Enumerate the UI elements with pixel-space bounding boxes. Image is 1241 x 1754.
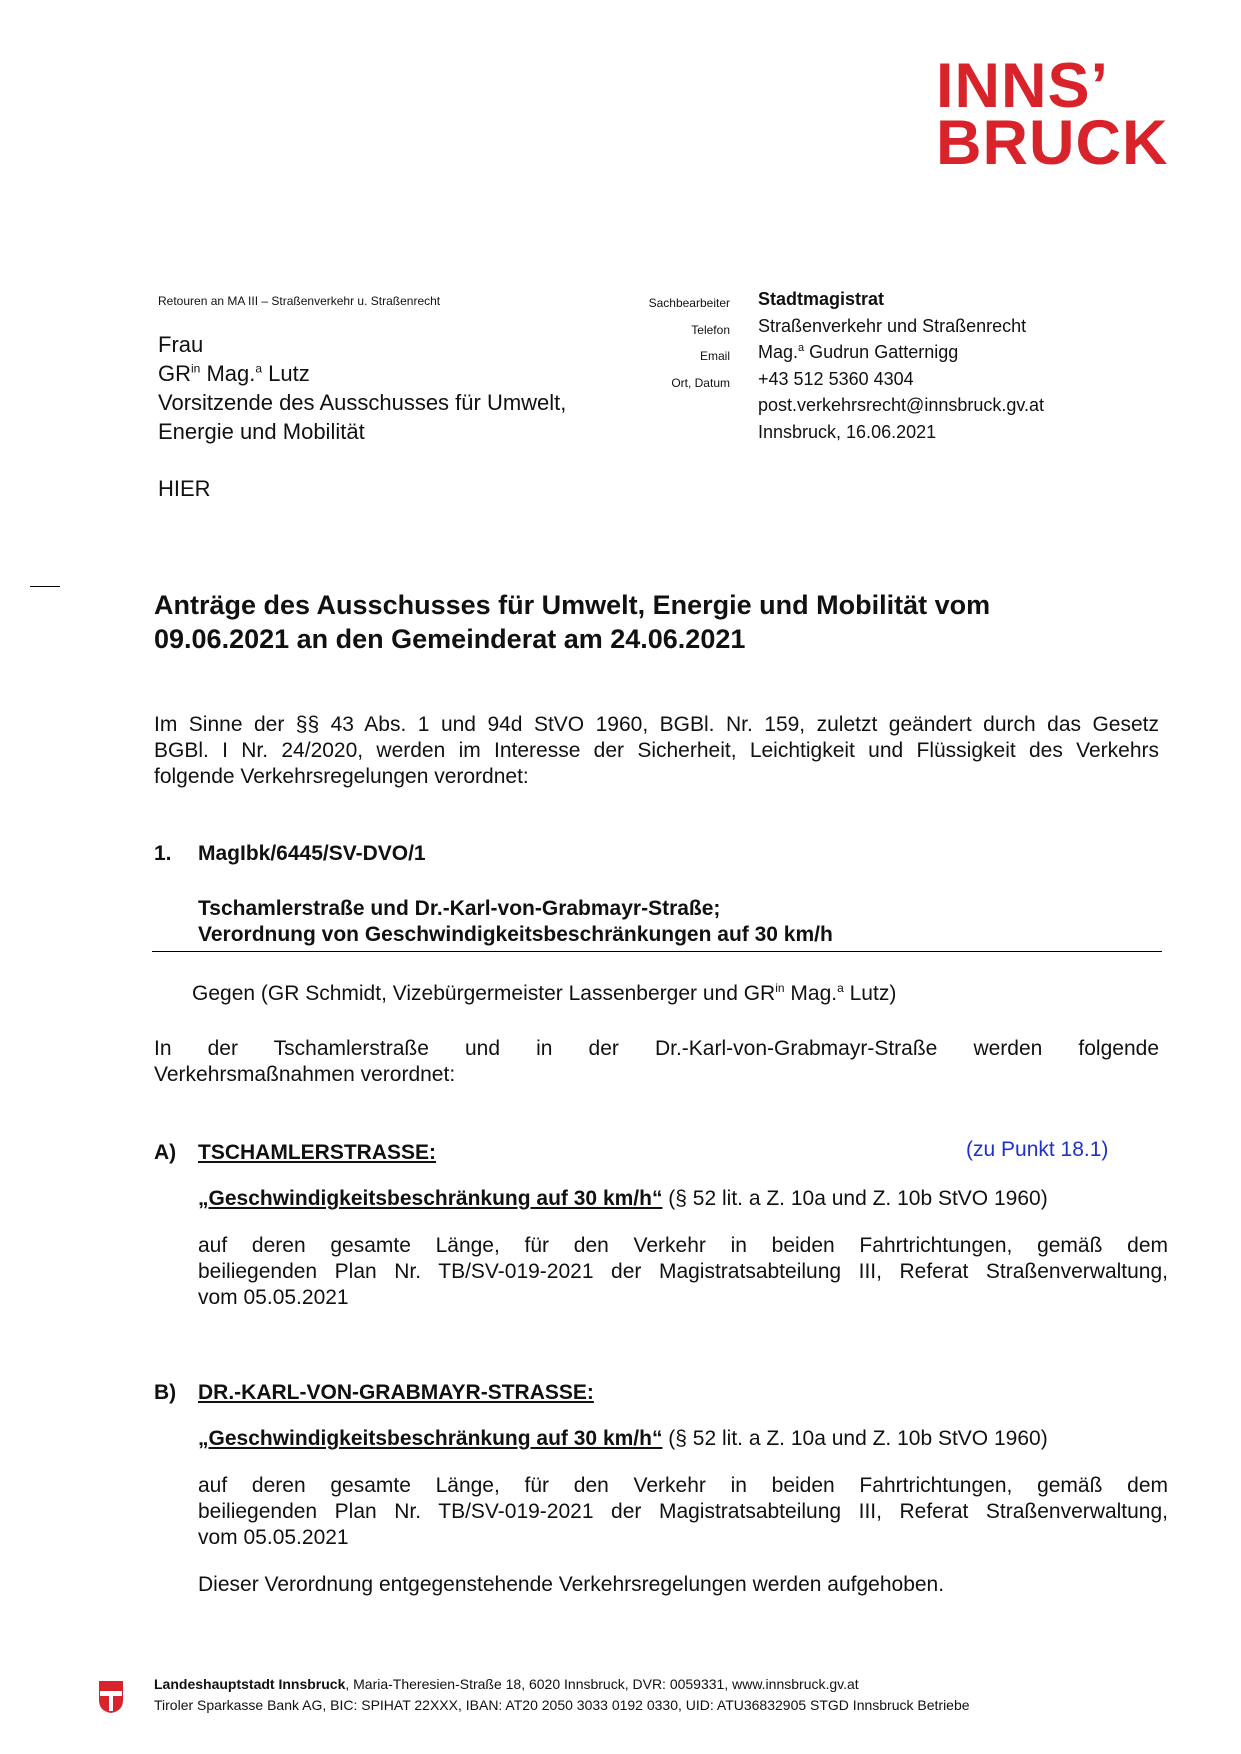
recipient-line-3: Vorsitzende des Ausschusses für Umwelt, xyxy=(158,390,567,415)
item-subject xyxy=(198,896,833,948)
footer-line-1: Landeshauptstadt Innsbruck, Maria-Theresien-Straße 18, 6020 Innsbruck, DVR: 0059331, www.innsbruck.gv.at xyxy=(154,1676,859,1692)
item-subject-line-1: Tschamlerstraße und Dr.-Karl-von-Grabmayr-Straße; xyxy=(198,897,721,920)
section-b-heading: DR.-KARL-VON-GRABMAYR-STRASSE: xyxy=(198,1381,594,1404)
footer-line-2: Tiroler Sparkasse Bank AG, BIC: SPIHAT 22XXX, IBAN: AT20 2050 3033 0192 0330, UID: ATU36832905 STGD Innsbruck Betriebe xyxy=(154,1697,970,1713)
title-line-2: 09.06.2021 an den Gemeinderat am 24.06.2021 xyxy=(154,624,746,654)
sender-org: Stadtmagistrat xyxy=(758,289,885,309)
section-a-body-line-2: beiliegenden Plan Nr. TB/SV-019-2021 der Magistratsabteilung III, Referat Straßenverwaltung, xyxy=(198,1260,1168,1283)
measures-intro-line-2: Verkehrsmaßnahmen verordnet: xyxy=(154,1063,456,1086)
section-b-closing: Dieser Verordnung entgegenstehende Verkehrsregelungen werden aufgehoben. xyxy=(198,1573,945,1596)
section-a-heading: TSCHAMLERSTRASSE: xyxy=(198,1141,437,1164)
sender-block xyxy=(758,286,1044,445)
label-email: Email xyxy=(699,349,730,363)
recipient-block xyxy=(158,330,566,446)
innsbruck-logo xyxy=(936,51,1169,178)
recipient-line-2: $GR^{in}$ Mag.$^a$ Lutz xyxy=(158,361,310,386)
section-b-body xyxy=(198,1473,1168,1551)
measures-intro-line-1: In der Tschamlerstraße und in der Dr.-Karl-von-Grabmayr-Straße werden folgende xyxy=(154,1037,1159,1060)
intro-line-1: Im Sinne der §§ 43 Abs. 1 und 94d StVO 1960, BGBl. Nr. 159, zuletzt geändert durch das Gesetz xyxy=(154,713,1159,736)
logo-line-1: INNS’ xyxy=(936,51,1110,121)
intro-paragraph xyxy=(154,712,1159,790)
section-b-body-line-2: beiliegenden Plan Nr. TB/SV-019-2021 der Magistratsabteilung III, Referat Straßenverwaltung, xyxy=(198,1500,1168,1523)
section-b-sign: „Geschwindigkeitsbeschränkung auf 30 km/h“ (§ 52 lit. a Z. 10a und Z. 10b StVO 1960) xyxy=(198,1427,1048,1450)
measures-intro xyxy=(154,1036,1159,1088)
label-clerk: Sachbearbeiter xyxy=(648,296,730,310)
fold-mark xyxy=(30,586,60,587)
sender-email[interactable]: post.verkehrsrecht@innsbruck.gv.at xyxy=(758,395,1045,415)
footer xyxy=(154,1674,970,1716)
recipient-hier: HIER xyxy=(158,476,211,501)
sender-clerk: Mag.$^a$ Gudrun Gatternigg xyxy=(758,342,959,362)
label-place-date: Ort, Datum xyxy=(671,375,730,390)
section-b-body-line-1: auf deren gesamte Länge, für den Verkehr in beiden Fahrtrichtungen, gemäß dem xyxy=(198,1474,1168,1497)
item-number: 1. xyxy=(154,842,172,865)
item-code: MagIbk/6445/SV-DVO/1 xyxy=(198,842,426,865)
section-a-body-line-3: vom 05.05.2021 xyxy=(198,1286,349,1309)
title-line-1: Anträge des Ausschusses für Umwelt, Energie und Mobilität vom xyxy=(154,590,991,620)
label-phone: Telefon xyxy=(691,322,730,337)
sender-labels xyxy=(600,290,730,396)
intro-line-3: folgende Verkehrsregelungen verordnet: xyxy=(154,765,529,788)
section-b-body-line-3: vom 05.05.2021 xyxy=(198,1526,349,1549)
sender-place-date: Innsbruck, 16.06.2021 xyxy=(758,421,937,442)
section-a-reference[interactable]: (zu Punkt 18.1) xyxy=(966,1138,1109,1161)
section-a-body-line-1: auf deren gesamte Länge, für den Verkehr in beiden Fahrtrichtungen, gemäß dem xyxy=(198,1234,1168,1257)
return-address: Retouren an MA III – Straßenverkehr u. Straßenrecht xyxy=(158,294,441,308)
recipient-line-4: Energie und Mobilität xyxy=(158,419,365,444)
section-a-sign: „Geschwindigkeitsbeschränkung auf 30 km/h“ (§ 52 lit. a Z. 10a und Z. 10b StVO 1960) xyxy=(198,1187,1048,1210)
divider-line xyxy=(152,951,1162,952)
sender-dept: Straßenverkehr und Straßenrecht xyxy=(758,315,1027,336)
votes-against: Gegen (GR Schmidt, Vizebürgermeister Lassenberger und $GR^{in}$ Mag.$^a$ Lutz) xyxy=(192,981,897,1005)
section-a-letter: A) xyxy=(154,1141,177,1164)
recipient-line-1: Frau xyxy=(158,332,204,357)
section-b-letter: B) xyxy=(154,1381,177,1404)
sender-phone: +43 512 5360 4304 xyxy=(758,368,914,389)
city-coat-of-arms-icon xyxy=(98,1680,124,1714)
logo-line-2: BRUCK xyxy=(936,108,1169,178)
item-subject-line-2: Verordnung von Geschwindigkeitsbeschränkungen auf 30 km/h xyxy=(198,923,833,946)
section-a-body xyxy=(198,1233,1168,1311)
document-title xyxy=(154,588,1094,656)
intro-line-2: BGBl. I Nr. 24/2020, werden im Interesse der Sicherheit, Leichtigkeit und Flüssigkeit des Verkehrs xyxy=(154,739,1159,762)
